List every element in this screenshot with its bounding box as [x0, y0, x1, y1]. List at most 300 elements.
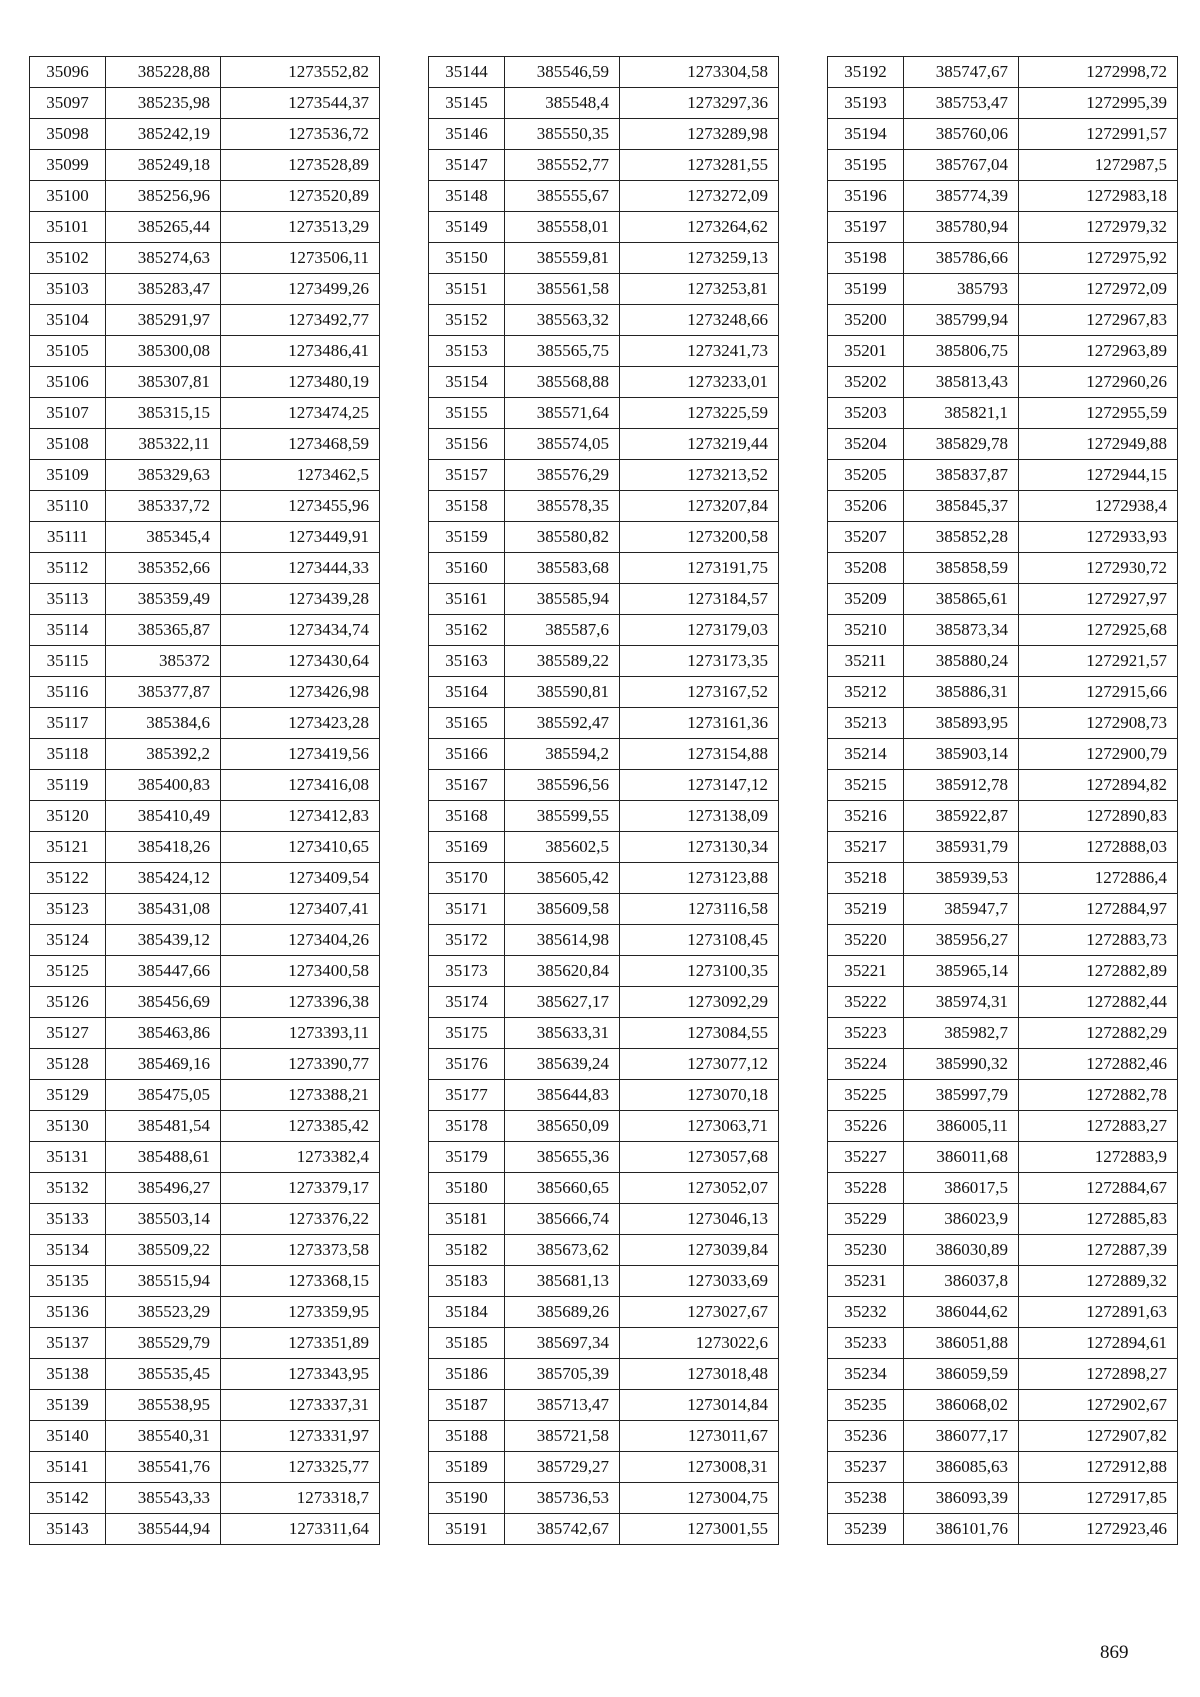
- point-id-cell: 35155: [429, 398, 505, 429]
- table-row: [828, 739, 1178, 770]
- y-coordinate-cell: 1273331,97: [221, 1421, 380, 1452]
- y-coordinate-cell: 1273462,5: [221, 460, 380, 491]
- point-id-cell: 35150: [429, 243, 505, 274]
- x-coordinate-cell: 385578,35: [505, 491, 620, 522]
- x-coordinate-cell: 385729,27: [505, 1452, 620, 1483]
- y-coordinate-cell: 1273468,59: [221, 429, 380, 460]
- x-coordinate-cell: 385307,81: [106, 367, 221, 398]
- x-coordinate-cell: 385424,12: [106, 863, 221, 894]
- point-id-cell: 35176: [429, 1049, 505, 1080]
- y-coordinate-cell: 1272894,82: [1019, 770, 1178, 801]
- table-row: [30, 398, 380, 429]
- y-coordinate-cell: 1272975,92: [1019, 243, 1178, 274]
- y-coordinate-cell: 1273368,15: [221, 1266, 380, 1297]
- y-coordinate-cell: 1272882,46: [1019, 1049, 1178, 1080]
- y-coordinate-cell: 1273426,98: [221, 677, 380, 708]
- table-row: [828, 646, 1178, 677]
- y-coordinate-cell: 1273480,19: [221, 367, 380, 398]
- point-id-cell: 35105: [30, 336, 106, 367]
- y-coordinate-cell: 1273528,89: [221, 150, 380, 181]
- y-coordinate-cell: 1272963,89: [1019, 336, 1178, 367]
- y-coordinate-cell: 1273373,58: [221, 1235, 380, 1266]
- point-id-cell: 35135: [30, 1266, 106, 1297]
- y-coordinate-cell: 1273207,84: [620, 491, 779, 522]
- y-coordinate-cell: 1272890,83: [1019, 801, 1178, 832]
- table-row: [828, 1142, 1178, 1173]
- point-id-cell: 35123: [30, 894, 106, 925]
- table-row: [828, 1111, 1178, 1142]
- x-coordinate-cell: 386059,59: [904, 1359, 1019, 1390]
- x-coordinate-cell: 385845,37: [904, 491, 1019, 522]
- x-coordinate-cell: 385880,24: [904, 646, 1019, 677]
- point-id-cell: 35156: [429, 429, 505, 460]
- table-row: [30, 677, 380, 708]
- point-id-cell: 35227: [828, 1142, 904, 1173]
- y-coordinate-cell: 1273248,66: [620, 305, 779, 336]
- y-coordinate-cell: 1273077,12: [620, 1049, 779, 1080]
- y-coordinate-cell: 1273351,89: [221, 1328, 380, 1359]
- x-coordinate-cell: 386005,11: [904, 1111, 1019, 1142]
- y-coordinate-cell: 1273297,36: [620, 88, 779, 119]
- x-coordinate-cell: 385742,67: [505, 1514, 620, 1545]
- point-id-cell: 35106: [30, 367, 106, 398]
- table-row: [828, 398, 1178, 429]
- table-row: [429, 615, 779, 646]
- y-coordinate-cell: 1272930,72: [1019, 553, 1178, 584]
- point-id-cell: 35153: [429, 336, 505, 367]
- page-number: 869: [1100, 1642, 1129, 1663]
- point-id-cell: 35238: [828, 1483, 904, 1514]
- x-coordinate-cell: 385496,27: [106, 1173, 221, 1204]
- point-id-cell: 35206: [828, 491, 904, 522]
- y-coordinate-cell: 1273039,84: [620, 1235, 779, 1266]
- table-row: [828, 491, 1178, 522]
- x-coordinate-cell: 385558,01: [505, 212, 620, 243]
- table-row: [828, 832, 1178, 863]
- x-coordinate-cell: 386093,39: [904, 1483, 1019, 1514]
- x-coordinate-cell: 385535,45: [106, 1359, 221, 1390]
- table-row: [30, 181, 380, 212]
- y-coordinate-cell: 1273393,11: [221, 1018, 380, 1049]
- table-row: [828, 1514, 1178, 1545]
- table-row: [828, 336, 1178, 367]
- point-id-cell: 35133: [30, 1204, 106, 1235]
- point-id-cell: 35235: [828, 1390, 904, 1421]
- x-coordinate-cell: 385447,66: [106, 956, 221, 987]
- point-id-cell: 35115: [30, 646, 106, 677]
- y-coordinate-cell: 1273014,84: [620, 1390, 779, 1421]
- y-coordinate-cell: 1272902,67: [1019, 1390, 1178, 1421]
- x-coordinate-cell: 385655,36: [505, 1142, 620, 1173]
- x-coordinate-cell: 385523,29: [106, 1297, 221, 1328]
- table-row: [828, 274, 1178, 305]
- x-coordinate-cell: 385858,59: [904, 553, 1019, 584]
- table-row: [828, 460, 1178, 491]
- table-row: [30, 119, 380, 150]
- point-id-cell: 35147: [429, 150, 505, 181]
- x-coordinate-cell: 386085,63: [904, 1452, 1019, 1483]
- point-id-cell: 35216: [828, 801, 904, 832]
- point-id-cell: 35222: [828, 987, 904, 1018]
- x-coordinate-cell: 385587,6: [505, 615, 620, 646]
- point-id-cell: 35230: [828, 1235, 904, 1266]
- x-coordinate-cell: 385633,31: [505, 1018, 620, 1049]
- table-row: [429, 894, 779, 925]
- table-row: [429, 398, 779, 429]
- y-coordinate-cell: 1272921,57: [1019, 646, 1178, 677]
- x-coordinate-cell: 385365,87: [106, 615, 221, 646]
- point-id-cell: 35175: [429, 1018, 505, 1049]
- y-coordinate-cell: 1273520,89: [221, 181, 380, 212]
- x-coordinate-cell: 385829,78: [904, 429, 1019, 460]
- x-coordinate-cell: 385689,26: [505, 1297, 620, 1328]
- y-coordinate-cell: 1272979,32: [1019, 212, 1178, 243]
- y-coordinate-cell: 1272883,73: [1019, 925, 1178, 956]
- table-row: [429, 801, 779, 832]
- y-coordinate-cell: 1273225,59: [620, 398, 779, 429]
- y-coordinate-cell: 1272882,89: [1019, 956, 1178, 987]
- table-row: [429, 1049, 779, 1080]
- x-coordinate-cell: 385620,84: [505, 956, 620, 987]
- table-row: [828, 1297, 1178, 1328]
- point-id-cell: 35128: [30, 1049, 106, 1080]
- x-coordinate-cell: 385982,7: [904, 1018, 1019, 1049]
- point-id-cell: 35231: [828, 1266, 904, 1297]
- y-coordinate-cell: 1272923,46: [1019, 1514, 1178, 1545]
- table-row: [429, 770, 779, 801]
- point-id-cell: 35109: [30, 460, 106, 491]
- x-coordinate-cell: 385384,6: [106, 708, 221, 739]
- x-coordinate-cell: 385990,32: [904, 1049, 1019, 1080]
- y-coordinate-cell: 1272915,66: [1019, 677, 1178, 708]
- y-coordinate-cell: 1273407,41: [221, 894, 380, 925]
- y-coordinate-cell: 1272883,27: [1019, 1111, 1178, 1142]
- table-row: [828, 801, 1178, 832]
- y-coordinate-cell: 1273434,74: [221, 615, 380, 646]
- x-coordinate-cell: 385774,39: [904, 181, 1019, 212]
- point-id-cell: 35199: [828, 274, 904, 305]
- x-coordinate-cell: 386051,88: [904, 1328, 1019, 1359]
- table-row: [30, 305, 380, 336]
- x-coordinate-cell: 385583,68: [505, 553, 620, 584]
- point-id-cell: 35188: [429, 1421, 505, 1452]
- point-id-cell: 35126: [30, 987, 106, 1018]
- point-id-cell: 35236: [828, 1421, 904, 1452]
- point-id-cell: 35198: [828, 243, 904, 274]
- table-row: [828, 987, 1178, 1018]
- table-row: [30, 522, 380, 553]
- point-id-cell: 35174: [429, 987, 505, 1018]
- y-coordinate-cell: 1272898,27: [1019, 1359, 1178, 1390]
- point-id-cell: 35163: [429, 646, 505, 677]
- x-coordinate-cell: 386011,68: [904, 1142, 1019, 1173]
- table-row: [30, 1328, 380, 1359]
- point-id-cell: 35213: [828, 708, 904, 739]
- point-id-cell: 35204: [828, 429, 904, 460]
- point-id-cell: 35107: [30, 398, 106, 429]
- table-row: [30, 1111, 380, 1142]
- y-coordinate-cell: 1273027,67: [620, 1297, 779, 1328]
- table-row: [30, 863, 380, 894]
- table-row: [429, 1018, 779, 1049]
- y-coordinate-cell: 1272991,57: [1019, 119, 1178, 150]
- x-coordinate-cell: 385592,47: [505, 708, 620, 739]
- y-coordinate-cell: 1273253,81: [620, 274, 779, 305]
- x-coordinate-cell: 385228,88: [106, 57, 221, 88]
- x-coordinate-cell: 385463,86: [106, 1018, 221, 1049]
- x-coordinate-cell: 385903,14: [904, 739, 1019, 770]
- point-id-cell: 35154: [429, 367, 505, 398]
- x-coordinate-cell: 385594,2: [505, 739, 620, 770]
- y-coordinate-cell: 1273154,88: [620, 739, 779, 770]
- y-coordinate-cell: 1273264,62: [620, 212, 779, 243]
- x-coordinate-cell: 385965,14: [904, 956, 1019, 987]
- point-id-cell: 35160: [429, 553, 505, 584]
- point-id-cell: 35162: [429, 615, 505, 646]
- y-coordinate-cell: 1273304,58: [620, 57, 779, 88]
- point-id-cell: 35116: [30, 677, 106, 708]
- point-id-cell: 35193: [828, 88, 904, 119]
- x-coordinate-cell: 385300,08: [106, 336, 221, 367]
- table-row: [30, 1452, 380, 1483]
- table-row: [30, 1018, 380, 1049]
- point-id-cell: 35202: [828, 367, 904, 398]
- x-coordinate-cell: 385541,76: [106, 1452, 221, 1483]
- table-row: [30, 212, 380, 243]
- y-coordinate-cell: 1272894,61: [1019, 1328, 1178, 1359]
- x-coordinate-cell: 385418,26: [106, 832, 221, 863]
- point-id-cell: 35209: [828, 584, 904, 615]
- point-id-cell: 35179: [429, 1142, 505, 1173]
- y-coordinate-cell: 1273474,25: [221, 398, 380, 429]
- point-id-cell: 35173: [429, 956, 505, 987]
- y-coordinate-cell: 1273011,67: [620, 1421, 779, 1452]
- table-row: [429, 305, 779, 336]
- y-coordinate-cell: 1273272,09: [620, 181, 779, 212]
- x-coordinate-cell: 385571,64: [505, 398, 620, 429]
- y-coordinate-cell: 1272960,26: [1019, 367, 1178, 398]
- point-id-cell: 35117: [30, 708, 106, 739]
- y-coordinate-cell: 1272884,67: [1019, 1173, 1178, 1204]
- table-row: [828, 1235, 1178, 1266]
- y-coordinate-cell: 1273052,07: [620, 1173, 779, 1204]
- x-coordinate-cell: 385627,17: [505, 987, 620, 1018]
- y-coordinate-cell: 1273289,98: [620, 119, 779, 150]
- x-coordinate-cell: 385392,2: [106, 739, 221, 770]
- x-coordinate-cell: 385322,11: [106, 429, 221, 460]
- point-id-cell: 35125: [30, 956, 106, 987]
- x-coordinate-cell: 385235,98: [106, 88, 221, 119]
- table-row: [30, 770, 380, 801]
- y-coordinate-cell: 1273325,77: [221, 1452, 380, 1483]
- x-coordinate-cell: 385580,82: [505, 522, 620, 553]
- x-coordinate-cell: 386023,9: [904, 1204, 1019, 1235]
- x-coordinate-cell: 386077,17: [904, 1421, 1019, 1452]
- table-row: [30, 987, 380, 1018]
- point-id-cell: 35214: [828, 739, 904, 770]
- point-id-cell: 35234: [828, 1359, 904, 1390]
- table-row: [429, 553, 779, 584]
- table-row: [429, 1204, 779, 1235]
- y-coordinate-cell: 1273116,58: [620, 894, 779, 925]
- point-id-cell: 35108: [30, 429, 106, 460]
- y-coordinate-cell: 1272967,83: [1019, 305, 1178, 336]
- x-coordinate-cell: 385359,49: [106, 584, 221, 615]
- y-coordinate-cell: 1273376,22: [221, 1204, 380, 1235]
- x-coordinate-cell: 385574,05: [505, 429, 620, 460]
- point-id-cell: 35120: [30, 801, 106, 832]
- x-coordinate-cell: 385538,95: [106, 1390, 221, 1421]
- y-coordinate-cell: 1273492,77: [221, 305, 380, 336]
- x-coordinate-cell: 385544,94: [106, 1514, 221, 1545]
- point-id-cell: 35103: [30, 274, 106, 305]
- table-row: [828, 243, 1178, 274]
- point-id-cell: 35221: [828, 956, 904, 987]
- x-coordinate-cell: 385431,08: [106, 894, 221, 925]
- point-id-cell: 35215: [828, 770, 904, 801]
- table-row: [429, 1173, 779, 1204]
- point-id-cell: 35183: [429, 1266, 505, 1297]
- x-coordinate-cell: 385974,31: [904, 987, 1019, 1018]
- point-id-cell: 35197: [828, 212, 904, 243]
- y-coordinate-cell: 1273173,35: [620, 646, 779, 677]
- point-id-cell: 35228: [828, 1173, 904, 1204]
- table-row: [429, 336, 779, 367]
- table-row: [429, 460, 779, 491]
- y-coordinate-cell: 1273486,41: [221, 336, 380, 367]
- table-row: [429, 243, 779, 274]
- table-row: [30, 274, 380, 305]
- x-coordinate-cell: 385561,58: [505, 274, 620, 305]
- y-coordinate-cell: 1273184,57: [620, 584, 779, 615]
- x-coordinate-cell: 385481,54: [106, 1111, 221, 1142]
- table-row: [30, 801, 380, 832]
- table-row: [429, 1421, 779, 1452]
- y-coordinate-cell: 1273108,45: [620, 925, 779, 956]
- table-row: [30, 1390, 380, 1421]
- point-id-cell: 35224: [828, 1049, 904, 1080]
- x-coordinate-cell: 386037,8: [904, 1266, 1019, 1297]
- point-id-cell: 35144: [429, 57, 505, 88]
- table-row: [30, 894, 380, 925]
- y-coordinate-cell: 1272882,78: [1019, 1080, 1178, 1111]
- x-coordinate-cell: 385377,87: [106, 677, 221, 708]
- x-coordinate-cell: 385697,34: [505, 1328, 620, 1359]
- y-coordinate-cell: 1273259,13: [620, 243, 779, 274]
- table-row: [828, 150, 1178, 181]
- point-id-cell: 35165: [429, 708, 505, 739]
- y-coordinate-cell: 1272885,83: [1019, 1204, 1178, 1235]
- point-id-cell: 35190: [429, 1483, 505, 1514]
- table-row: [30, 1080, 380, 1111]
- point-id-cell: 35226: [828, 1111, 904, 1142]
- y-coordinate-cell: 1273046,13: [620, 1204, 779, 1235]
- y-coordinate-cell: 1272882,44: [1019, 987, 1178, 1018]
- x-coordinate-cell: 385400,83: [106, 770, 221, 801]
- y-coordinate-cell: 1273191,75: [620, 553, 779, 584]
- table-row: [429, 88, 779, 119]
- point-id-cell: 35098: [30, 119, 106, 150]
- coordinate-table-3: [827, 56, 1178, 1545]
- y-coordinate-cell: 1272886,4: [1019, 863, 1178, 894]
- point-id-cell: 35232: [828, 1297, 904, 1328]
- x-coordinate-cell: 386030,89: [904, 1235, 1019, 1266]
- y-coordinate-cell: 1272887,39: [1019, 1235, 1178, 1266]
- point-id-cell: 35207: [828, 522, 904, 553]
- point-id-cell: 35113: [30, 584, 106, 615]
- table-row: [828, 57, 1178, 88]
- x-coordinate-cell: 385568,88: [505, 367, 620, 398]
- x-coordinate-cell: 385529,79: [106, 1328, 221, 1359]
- y-coordinate-cell: 1272888,03: [1019, 832, 1178, 863]
- point-id-cell: 35096: [30, 57, 106, 88]
- x-coordinate-cell: 385337,72: [106, 491, 221, 522]
- x-coordinate-cell: 385947,7: [904, 894, 1019, 925]
- table-row: [429, 1328, 779, 1359]
- table-row: [429, 181, 779, 212]
- x-coordinate-cell: 385767,04: [904, 150, 1019, 181]
- x-coordinate-cell: 385673,62: [505, 1235, 620, 1266]
- table-row: [30, 336, 380, 367]
- point-id-cell: 35143: [30, 1514, 106, 1545]
- x-coordinate-cell: 385540,31: [106, 1421, 221, 1452]
- point-id-cell: 35158: [429, 491, 505, 522]
- y-coordinate-cell: 1273444,33: [221, 553, 380, 584]
- x-coordinate-cell: 385666,74: [505, 1204, 620, 1235]
- x-coordinate-cell: 385753,47: [904, 88, 1019, 119]
- point-id-cell: 35229: [828, 1204, 904, 1235]
- table-row: [30, 1142, 380, 1173]
- table-row: [828, 1049, 1178, 1080]
- y-coordinate-cell: 1272944,15: [1019, 460, 1178, 491]
- point-id-cell: 35149: [429, 212, 505, 243]
- x-coordinate-cell: 385705,39: [505, 1359, 620, 1390]
- y-coordinate-cell: 1273449,91: [221, 522, 380, 553]
- table-row: [429, 150, 779, 181]
- y-coordinate-cell: 1273404,26: [221, 925, 380, 956]
- point-id-cell: 35097: [30, 88, 106, 119]
- x-coordinate-cell: 385439,12: [106, 925, 221, 956]
- table-row: [429, 1266, 779, 1297]
- x-coordinate-cell: 385939,53: [904, 863, 1019, 894]
- table-row: [429, 708, 779, 739]
- table-row: [429, 863, 779, 894]
- table-row: [429, 429, 779, 460]
- table-row: [30, 1235, 380, 1266]
- table-row: [828, 1359, 1178, 1390]
- y-coordinate-cell: 1273147,12: [620, 770, 779, 801]
- x-coordinate-cell: 385590,81: [505, 677, 620, 708]
- table-row: [429, 367, 779, 398]
- table-row: [828, 88, 1178, 119]
- y-coordinate-cell: 1273219,44: [620, 429, 779, 460]
- table-row: [429, 584, 779, 615]
- x-coordinate-cell: 385555,67: [505, 181, 620, 212]
- y-coordinate-cell: 1273385,42: [221, 1111, 380, 1142]
- table-row: [30, 367, 380, 398]
- x-coordinate-cell: 385242,19: [106, 119, 221, 150]
- y-coordinate-cell: 1273004,75: [620, 1483, 779, 1514]
- point-id-cell: 35225: [828, 1080, 904, 1111]
- table-row: [30, 739, 380, 770]
- y-coordinate-cell: 1273400,58: [221, 956, 380, 987]
- y-coordinate-cell: 1272889,32: [1019, 1266, 1178, 1297]
- y-coordinate-cell: 1272884,97: [1019, 894, 1178, 925]
- x-coordinate-cell: 385760,06: [904, 119, 1019, 150]
- x-coordinate-cell: 385799,94: [904, 305, 1019, 336]
- x-coordinate-cell: 385596,56: [505, 770, 620, 801]
- table-row: [828, 1266, 1178, 1297]
